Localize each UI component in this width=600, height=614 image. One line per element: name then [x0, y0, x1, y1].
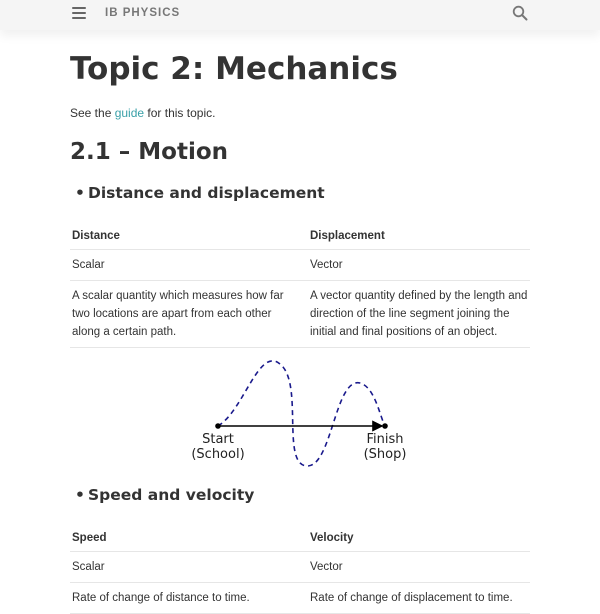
table-row — [70, 583, 530, 614]
subsection-heading-label: Speed and velocity — [88, 486, 255, 504]
start-label: Start — [202, 432, 234, 447]
table-cell: A vector quantity defined by the length and direction of the line segment joining the initial and final positions of an object. — [308, 281, 530, 348]
table-cell: A scalar quantity which measures how far two locations are apart from each other along a certain path. — [70, 281, 308, 348]
finish-label: Finish — [366, 432, 404, 447]
bullet-icon: • — [75, 486, 85, 504]
start-sublabel: (School) — [191, 447, 245, 462]
displacement-diagram — [190, 355, 530, 470]
intro-text-after: for this topic. — [144, 106, 216, 120]
column-header: Displacement — [308, 222, 530, 250]
table-cell: Rate of change of displacement to time. — [308, 583, 530, 614]
bullet-icon: • — [75, 184, 85, 202]
subsection-heading-speed — [70, 486, 254, 504]
intro-text — [70, 106, 215, 120]
subsection-heading-label: Distance and displacement — [88, 184, 325, 202]
table-cell: Scalar — [70, 552, 308, 583]
table-header-row — [70, 222, 530, 250]
table-row — [70, 281, 530, 348]
table-row — [70, 552, 530, 583]
column-header: Speed — [70, 524, 308, 552]
site-title[interactable]: IB PHYSICS — [105, 7, 181, 19]
section-heading: 2.1 – Motion — [70, 139, 229, 165]
table-row — [70, 250, 530, 281]
search-icon[interactable] — [512, 5, 528, 21]
column-header: Distance — [70, 222, 308, 250]
finish-sublabel: (Shop) — [363, 447, 407, 462]
speed-velocity-table — [70, 524, 530, 614]
page-title: Topic 2: Mechanics — [70, 51, 398, 87]
intro-text-before: See the — [70, 106, 115, 120]
table-cell: Vector — [308, 552, 530, 583]
top-navigation-bar — [0, 0, 600, 30]
guide-link[interactable]: guide — [114, 106, 145, 120]
menu-icon[interactable] — [72, 6, 86, 20]
start-point — [215, 423, 221, 429]
table-cell: Scalar — [70, 250, 308, 281]
table-cell: Rate of change of distance to time. — [70, 583, 308, 614]
finish-point — [382, 423, 388, 429]
column-header: Velocity — [308, 524, 530, 552]
table-header-row — [70, 524, 530, 552]
distance-displacement-table — [70, 222, 530, 348]
subsection-heading-distance — [70, 184, 325, 202]
table-cell: Vector — [308, 250, 530, 281]
